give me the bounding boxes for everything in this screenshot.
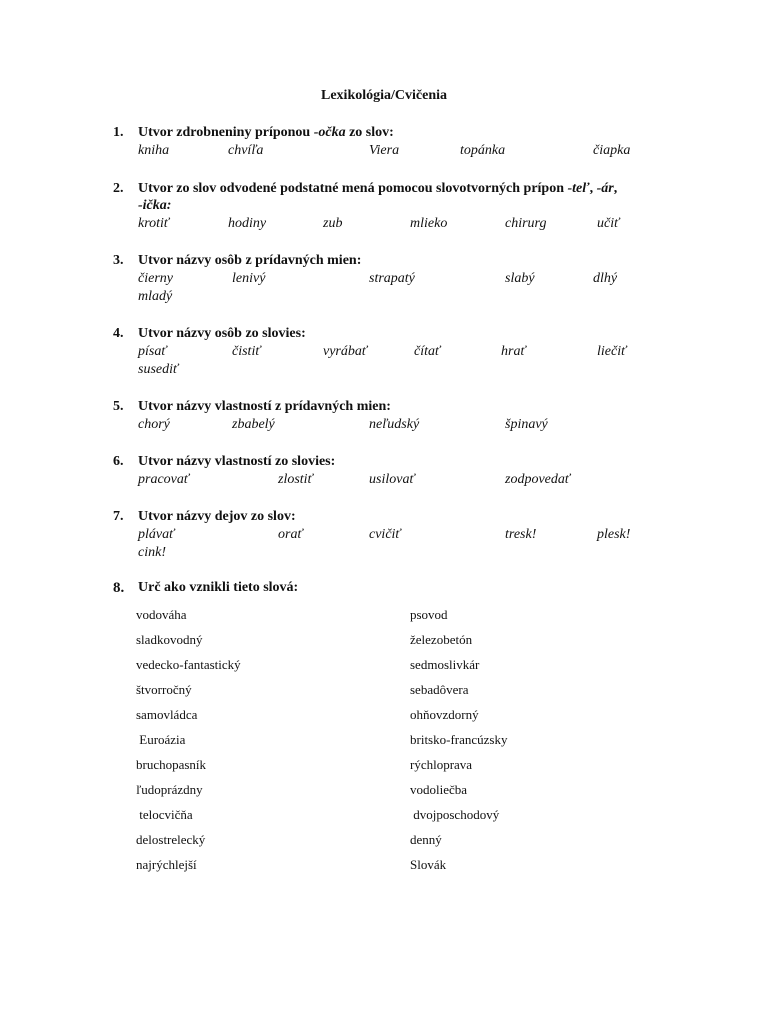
- exercise-5-word: zbabelý: [232, 417, 275, 432]
- exercise-8-right-word: sebadôvera: [410, 682, 469, 697]
- exercise-2-instruction-line2: -ička:: [138, 198, 172, 213]
- exercise-7-word: plávať: [138, 527, 175, 542]
- exercise-8-right-word: železobetón: [410, 632, 473, 647]
- exercise-4-instruction: Utvor názvy osôb zo slovies:: [138, 326, 306, 341]
- exercise-1-number: 1.: [113, 125, 124, 140]
- exercise-8-right-word: vodoliečba: [410, 782, 468, 797]
- exercise-3-number: 3.: [113, 253, 124, 268]
- exercise-2-instruction: Utvor zo slov odvodené podstatné mená pomocou slovotvorných prípon -teľ, -ár,: [138, 181, 618, 196]
- exercise-8-left-word: najrýchlejší: [136, 857, 197, 872]
- exercise-1-word: čiapka: [593, 143, 631, 158]
- exercise-8-left-word: ľudoprázdny: [136, 782, 203, 797]
- page-title: Lexikológia/Cvičenia: [321, 88, 447, 103]
- exercise-6-word: pracovať: [138, 472, 189, 487]
- exercise-8-left-word: samovládca: [136, 707, 198, 722]
- exercise-8-left-word: Euroázia: [136, 732, 186, 747]
- exercise-8-right-word: rýchloprava: [410, 757, 473, 772]
- exercise-8-left-word: štvorročný: [136, 682, 192, 697]
- exercise-8-left-word: vodováha: [136, 607, 187, 622]
- exercise-8-right-word: britsko-francúzsky: [410, 732, 508, 747]
- exercise-2-number: 2.: [113, 181, 124, 196]
- exercise-8-right-word: dvojposchodový: [410, 807, 500, 822]
- exercise-6-instruction: Utvor názvy vlastností zo slovies:: [138, 454, 336, 469]
- exercise-8-right-word: denný: [410, 832, 442, 847]
- exercise-2-word: krotiť: [138, 216, 170, 231]
- exercise-5-word: neľudský: [369, 417, 420, 432]
- exercise-6-word: zlostiť: [278, 472, 313, 487]
- exercise-3-word: čierny: [138, 271, 173, 286]
- exercise-8-number: 8.: [113, 580, 125, 596]
- exercise-8-left-word: telocvičňa: [136, 807, 193, 822]
- exercise-1-word: topánka: [460, 143, 506, 158]
- exercise-3-word: lenivý: [232, 271, 266, 286]
- exercise-2-word: hodiny: [228, 216, 267, 231]
- exercise-7-word: cink!: [138, 545, 166, 560]
- exercise-5-word: chorý: [138, 417, 170, 432]
- exercise-8-instruction: Urč ako vznikli tieto slová:: [138, 580, 299, 595]
- exercise-5-number: 5.: [113, 399, 124, 414]
- exercise-1-word: kniha: [138, 143, 170, 158]
- exercise-8-right-word: Slovák: [410, 857, 447, 872]
- exercise-1-instruction: Utvor zdrobneniny príponou -očka zo slov:: [138, 125, 394, 140]
- exercise-7-word: tresk!: [505, 527, 537, 542]
- exercise-2-word: chirurg: [505, 216, 547, 231]
- exercise-8-left-word: delostrelecký: [136, 832, 206, 847]
- exercise-8-left-word: bruchopasník: [136, 757, 207, 772]
- exercise-1-word: chvíľa: [228, 143, 264, 158]
- exercise-7-word: orať: [278, 527, 303, 542]
- exercise-8-right-word: ohňovzdorný: [410, 707, 479, 722]
- exercise-1-word: Viera: [369, 143, 400, 158]
- exercise-7-word: plesk!: [597, 527, 631, 542]
- exercise-4-word: liečiť: [597, 344, 627, 359]
- exercise-7-word: cvičiť: [369, 527, 401, 542]
- exercise-4-word: čistiť: [232, 344, 261, 359]
- exercise-2-word: zub: [323, 216, 343, 231]
- exercise-8-left-word: vedecko-fantastický: [136, 657, 241, 672]
- exercise-8-right-word: sedmoslivkár: [410, 657, 480, 672]
- exercise-6-number: 6.: [113, 454, 124, 469]
- exercise-4-number: 4.: [113, 326, 124, 341]
- exercise-8-left-word: sladkovodný: [136, 632, 203, 647]
- exercise-3-word: slabý: [505, 271, 535, 286]
- exercise-6-word: usilovať: [369, 472, 415, 487]
- exercise-7-number: 7.: [113, 509, 124, 524]
- exercise-4-word: čítať: [414, 344, 441, 359]
- exercise-6-word: zodpovedať: [505, 472, 570, 487]
- exercise-3-instruction: Utvor názvy osôb z prídavných mien:: [138, 253, 362, 268]
- exercise-3-word: dlhý: [593, 271, 618, 286]
- exercise-3-word: mladý: [138, 289, 173, 304]
- exercise-4-word: susediť: [138, 362, 179, 377]
- exercise-5-instruction: Utvor názvy vlastností z prídavných mien:: [138, 399, 391, 414]
- exercise-4-word: vyrábať: [323, 344, 367, 359]
- exercise-8-right-word: psovod: [410, 607, 448, 622]
- exercise-4-word: písať: [138, 344, 167, 359]
- exercise-3-word: strapatý: [369, 271, 415, 286]
- exercise-2-word: mlieko: [410, 216, 448, 231]
- exercise-4-word: hrať: [501, 344, 526, 359]
- exercise-2-word: učiť: [597, 216, 620, 231]
- exercise-5-word: špinavý: [505, 417, 548, 432]
- exercise-7-instruction: Utvor názvy dejov zo slov:: [138, 509, 296, 524]
